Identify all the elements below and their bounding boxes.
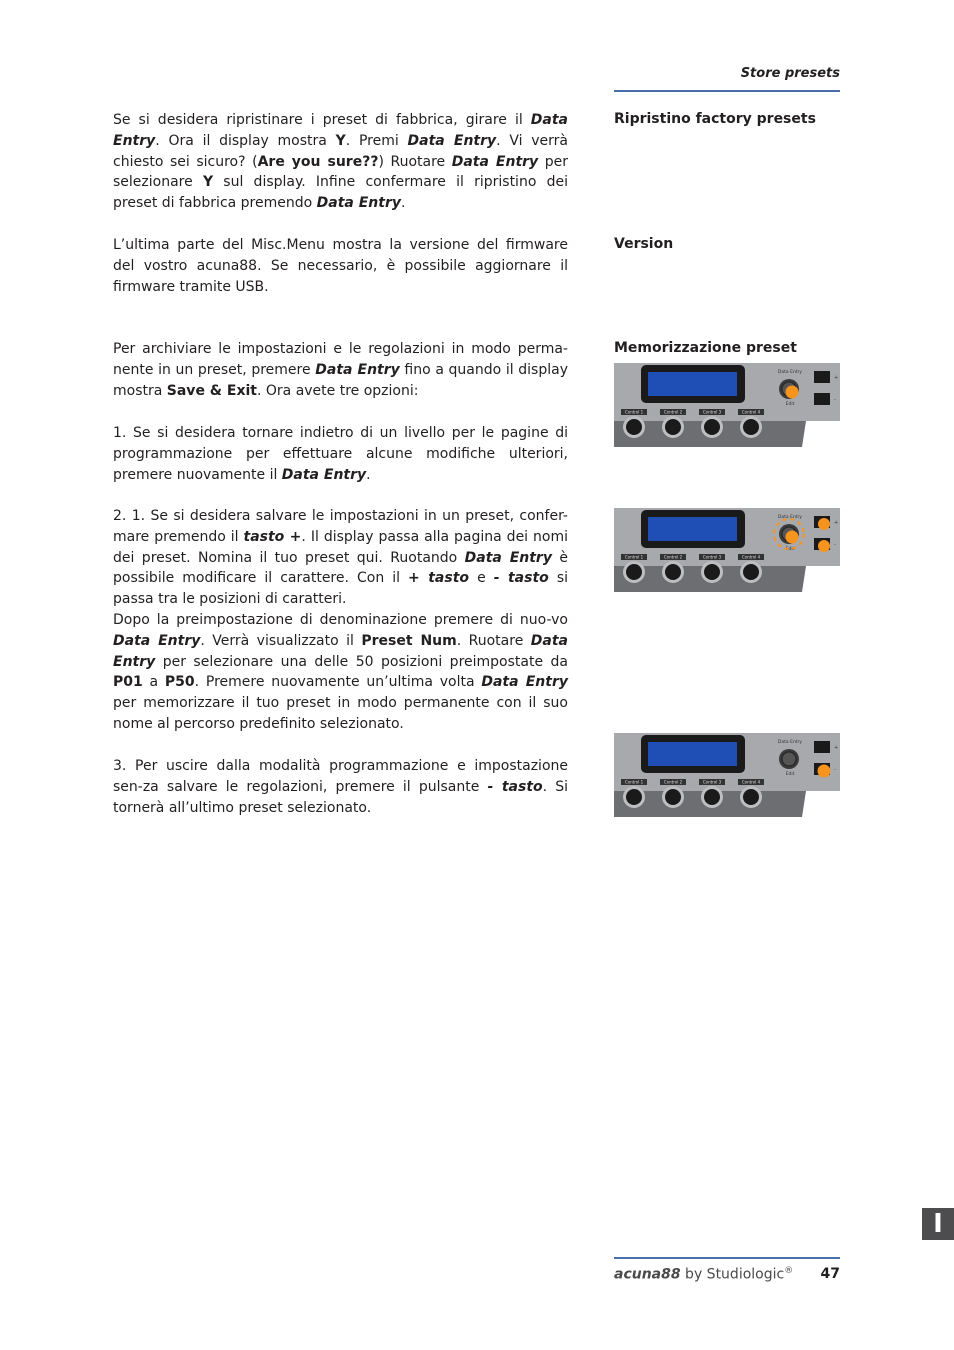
emphasis-term: Data Entry xyxy=(281,466,367,483)
control-knob-icon xyxy=(704,564,720,580)
product-name: acuna88 xyxy=(614,1266,681,1283)
control-knob-icon xyxy=(626,419,642,435)
panel-svg xyxy=(614,363,840,447)
plus-label: + xyxy=(834,375,839,381)
emphasis-term: tasto + xyxy=(243,528,302,545)
control-knob-icon xyxy=(626,564,642,580)
control-knob-icon xyxy=(704,789,720,805)
control-label: Control 2 xyxy=(663,409,683,415)
text-run: a xyxy=(142,674,165,691)
knob-edit-label: Edit xyxy=(785,547,795,552)
text-run: è possibile modificare il carattere. Con il xyxy=(113,549,568,587)
bold-term: P01 xyxy=(113,674,143,691)
bold-term: Y xyxy=(335,132,346,149)
control-label: Control 1 xyxy=(624,779,644,785)
footer-brand xyxy=(614,1266,793,1283)
panel-svg xyxy=(614,733,840,817)
bold-term: Are you sure?? xyxy=(257,153,379,170)
header-rule xyxy=(614,90,840,92)
emphasis-term: - tasto xyxy=(493,570,549,587)
text-run: ) Ruotare xyxy=(378,153,452,170)
text-run: per selezionare una delle 50 posizioni preimpostate da xyxy=(155,653,568,670)
emphasis-term: Data Entry xyxy=(464,549,552,566)
text-run: 2. 1. Se si desidera salvare le impostazioni in un preset, confer-mare premendo il xyxy=(113,508,568,545)
minus-label: - xyxy=(834,397,836,403)
page-number: 47 xyxy=(820,1266,840,1282)
sidebar-heading-version: Version xyxy=(614,236,674,252)
control-label: Control 4 xyxy=(741,409,761,415)
control-knob-icon xyxy=(665,564,681,580)
emphasis-term: Data Entry xyxy=(481,674,568,691)
control-label: Control 1 xyxy=(624,554,644,560)
sidebar-heading-store-preset: Memorizzazione preset xyxy=(614,340,797,356)
text-run: per selezionare xyxy=(113,153,568,191)
text-run: . Premi xyxy=(345,132,408,149)
lcd-screen xyxy=(648,742,737,766)
minus-button-icon xyxy=(814,393,830,405)
text-run: Per archiviare le impostazioni e le regolazioni in modo perma-nente in un preset, premere xyxy=(113,341,568,378)
control-label: Control 2 xyxy=(663,554,683,560)
sidebar-heading-factory-reset: Ripristino factory presets xyxy=(614,111,816,127)
emphasis-term: + tasto xyxy=(408,570,470,587)
emphasis-term: Data Entry xyxy=(451,153,539,170)
text-run: . Ora avete tre opzioni: xyxy=(256,382,419,399)
section-title: Store presets xyxy=(740,66,840,81)
text-run: Dopo la preimpostazione di denominazione premere di nuo-vo xyxy=(113,611,568,628)
control-knob-icon xyxy=(704,419,720,435)
control-knob-icon xyxy=(743,564,759,580)
knob-label: Data Entry xyxy=(777,370,803,375)
control-label: Control 3 xyxy=(702,554,722,560)
panel-illustration-1 xyxy=(614,363,840,447)
control-label: Control 3 xyxy=(702,409,722,415)
panel-illustration-2 xyxy=(614,508,840,592)
minus-highlight xyxy=(818,540,830,552)
emphasis-term: Data Entry xyxy=(315,361,400,378)
bold-term: Y xyxy=(202,174,214,191)
knob-cap xyxy=(782,752,796,766)
control-knob-icon xyxy=(665,789,681,805)
minus-label: - xyxy=(834,542,836,548)
text-run: L’ultima parte del Misc.Menu mostra la versione del firmware del vostro acuna88. Se necessario, è possibile aggiornare il firmware tramite USB. xyxy=(113,237,568,295)
plus-label: + xyxy=(834,745,839,751)
knob-edit-label: Edit xyxy=(785,402,795,407)
text-run: . xyxy=(401,195,406,212)
bold-term: Save & Exit xyxy=(166,382,257,399)
control-label: Control 1 xyxy=(624,409,644,415)
text-run: 3. Per uscire dalla modalità programmazione e impostazione sen-za salvare le regolazioni, premere il pulsante xyxy=(113,758,568,795)
control-knob-icon xyxy=(743,789,759,805)
registered-mark: ® xyxy=(784,1266,794,1276)
text-run: . Il display passa alla pagina dei nomi dei preset. Nomina il tuo preset qui. Ruotando xyxy=(113,528,569,566)
panel-illustration-3 xyxy=(614,733,840,817)
minus-highlight xyxy=(818,765,831,778)
lcd-screen xyxy=(648,517,737,541)
bold-term: Preset Num xyxy=(361,632,457,649)
plus-button-icon xyxy=(814,741,830,753)
panel-svg xyxy=(614,508,840,592)
language-tab: I xyxy=(922,1208,954,1240)
lcd-screen xyxy=(648,372,737,396)
emphasis-term: - tasto xyxy=(487,778,543,795)
control-label: Control 4 xyxy=(741,779,761,785)
text-run: fino a quando il display mostra xyxy=(113,361,568,399)
paragraph-option-1 xyxy=(113,423,568,485)
knob-label: Data Entry xyxy=(777,515,803,520)
text-run: 1. Se si desidera tornare indietro di un livello per le pagine di programmazione per effettuare alcune modifiche ulteriori, premere nuovamente il xyxy=(113,425,568,483)
knob-label: Data Entry xyxy=(777,740,803,745)
paragraph-version xyxy=(113,235,568,297)
brand-by: by Studiologic xyxy=(680,1266,785,1283)
minus-label: - xyxy=(834,767,836,773)
bold-term: P50 xyxy=(164,674,195,691)
press-indicator xyxy=(786,531,799,544)
plus-highlight xyxy=(818,518,830,530)
paragraph-store-intro xyxy=(113,339,568,401)
press-indicator xyxy=(786,386,799,399)
knob-edit-label: Edit xyxy=(785,772,795,777)
emphasis-term: Data Entry xyxy=(407,132,497,149)
text-run: Se si desidera ripristinare i preset di fabbrica, girare il xyxy=(113,112,531,128)
paragraph-factory-reset xyxy=(113,110,568,214)
text-run: . Ora il display mostra xyxy=(155,132,336,149)
plus-label: + xyxy=(834,520,839,526)
text-run: . Verrà visualizzato il xyxy=(200,632,362,649)
footer-rule xyxy=(614,1257,840,1259)
text-run: si passa tra le posizioni di caratteri. xyxy=(113,570,569,608)
text-run: sul display. Infine confermare il ripristino dei preset di fabbrica premendo xyxy=(113,174,568,212)
control-knob-icon xyxy=(665,419,681,435)
text-run: . Vi verrà chiesto sei sicuro? ( xyxy=(113,132,568,170)
emphasis-term: Data Entry xyxy=(113,632,201,649)
control-label: Control 2 xyxy=(663,779,683,785)
emphasis-term: Data Entry xyxy=(316,195,401,212)
plus-button-icon xyxy=(814,371,830,383)
text-run: . Si tornerà all’ultimo preset selezionato. xyxy=(113,778,569,816)
paragraph-option-3 xyxy=(113,756,568,818)
paragraph-option-2 xyxy=(113,506,568,735)
control-label: Control 4 xyxy=(741,554,761,560)
control-knob-icon xyxy=(743,419,759,435)
text-run: . xyxy=(366,466,371,483)
control-knob-icon xyxy=(626,789,642,805)
control-label: Control 3 xyxy=(702,779,722,785)
text-run: e xyxy=(469,570,494,587)
emphasis-term: Data Entry xyxy=(113,112,568,149)
text-run: . Ruotare xyxy=(456,632,531,649)
text-run: . Premere nuovamente un’ultima volta xyxy=(194,674,482,691)
emphasis-term: Data Entry xyxy=(113,632,568,670)
text-run: per memorizzare il tuo preset in modo permanente con il suo nome al percorso predefinito selezionato. xyxy=(113,695,568,732)
